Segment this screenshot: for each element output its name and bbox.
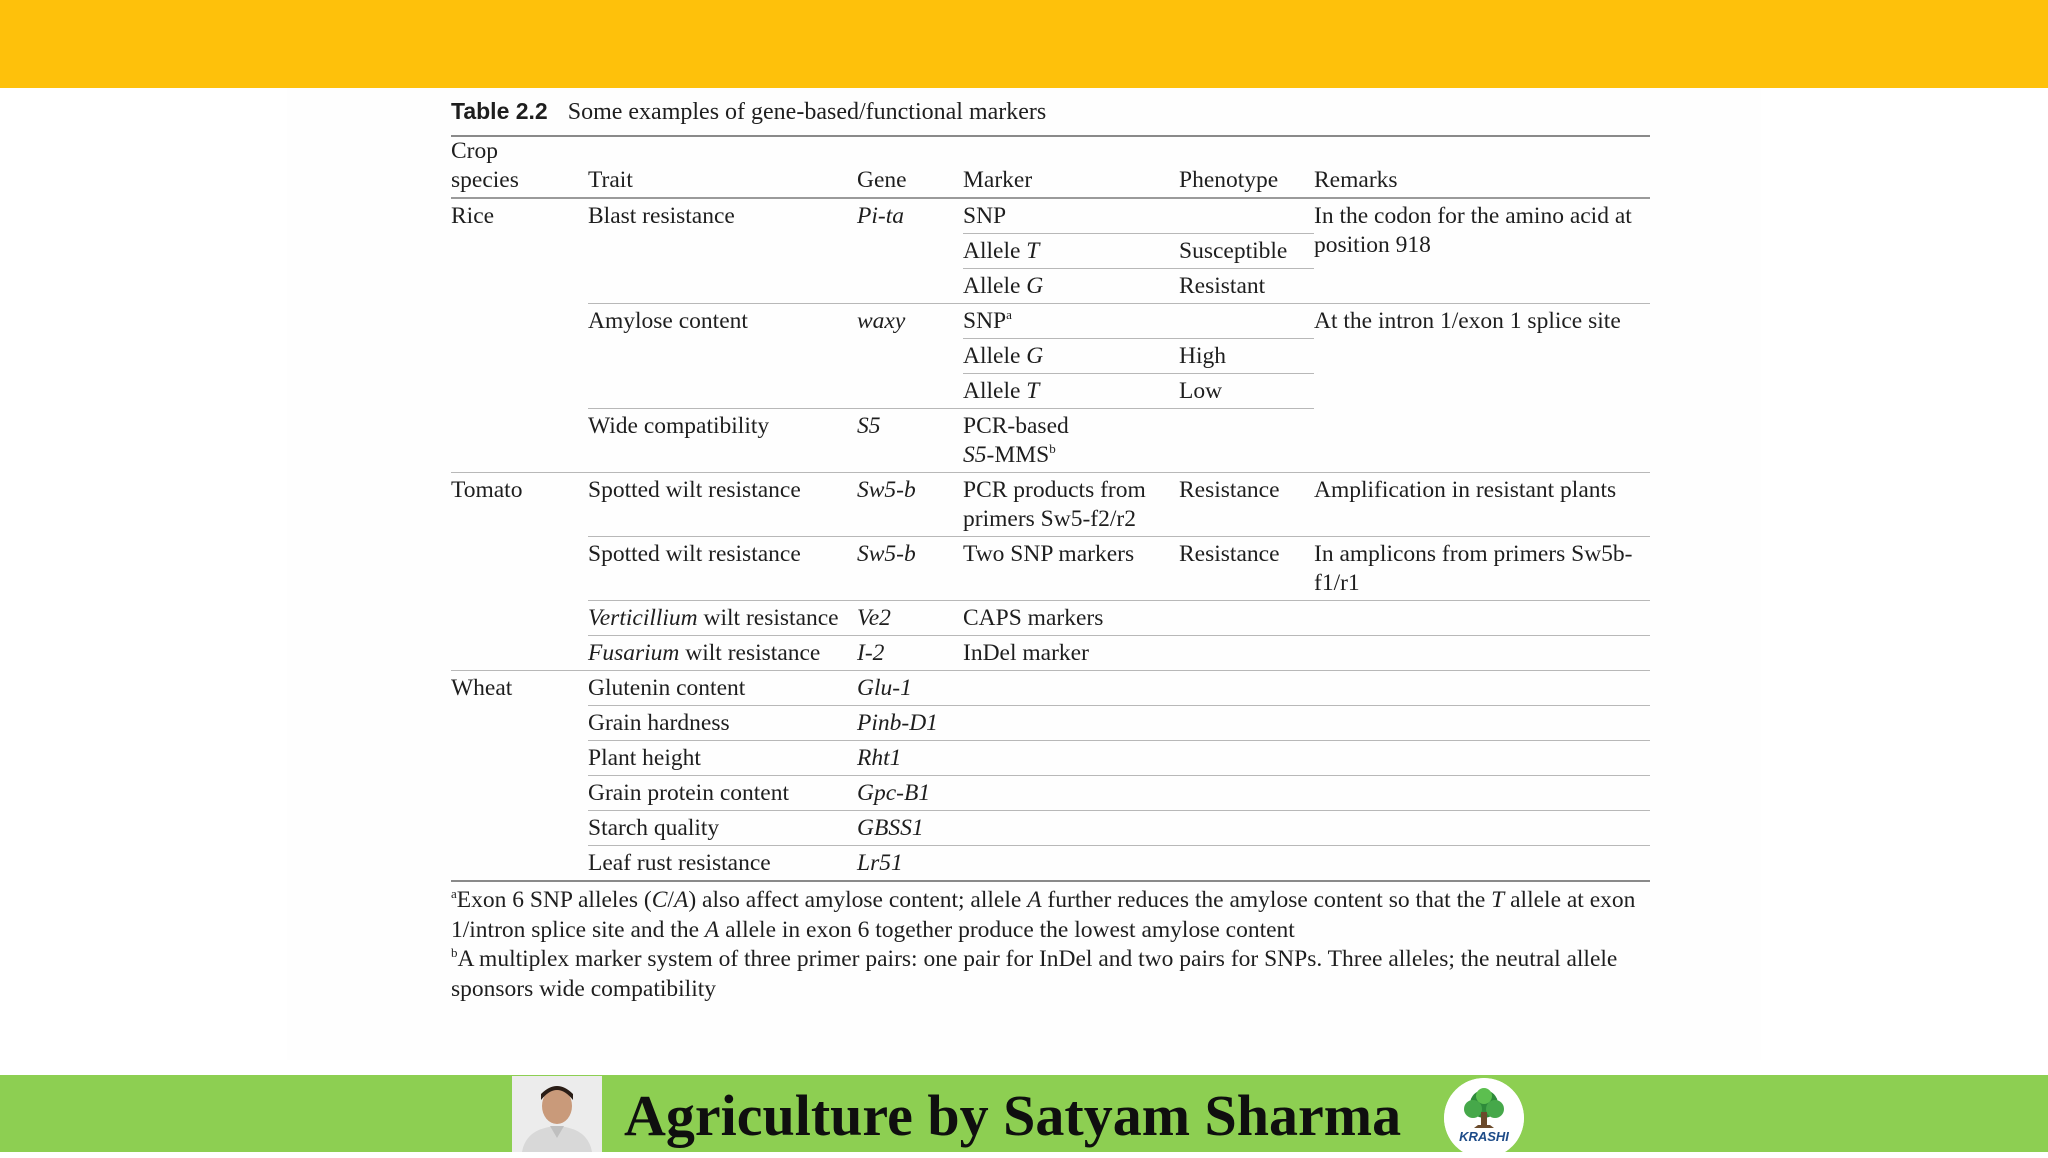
marker-cell: InDel marker [963, 636, 1179, 671]
table-row [451, 671, 1650, 706]
marker-cell: Allele T [963, 374, 1179, 409]
marker-cell: SNP [963, 198, 1179, 234]
header-marker: Marker [963, 137, 1179, 198]
phenotype-cell [1179, 636, 1314, 671]
empty-cells [963, 671, 1650, 706]
trait-cell: Verticillium wilt resistance [588, 601, 857, 636]
marker-cell: Allele T [963, 234, 1179, 269]
empty-cells [963, 811, 1650, 846]
trait-cell: Grain protein content [588, 776, 857, 811]
table-row [451, 473, 1650, 537]
marker-cell: PCR products from primers Sw5-f2/r2 [963, 473, 1179, 537]
table-footnotes [451, 886, 1650, 1004]
marker-cell: Allele G [963, 269, 1179, 304]
remarks-cell: In amplicons from primers Sw5b-f1/r1 [1314, 537, 1650, 601]
marker-cell: Allele G [963, 339, 1179, 374]
table-row [451, 846, 1650, 882]
remarks-cell [1314, 409, 1650, 473]
trait-cell: Wide compatibility [588, 409, 857, 473]
phenotype-cell: High [1179, 339, 1314, 374]
phenotype-cell [1179, 304, 1314, 339]
gene-cell: Rht1 [857, 741, 963, 776]
tree-icon [1444, 1078, 1524, 1158]
top-banner [0, 0, 2048, 88]
gene-cell: Ve2 [857, 601, 963, 636]
header-trait: Trait [588, 137, 857, 198]
gene-cell: Pinb-D1 [857, 706, 963, 741]
phenotype-cell: Resistance [1179, 473, 1314, 537]
empty-cells [963, 741, 1650, 776]
header-remarks: Remarks [1314, 137, 1650, 198]
phenotype-cell: Resistant [1179, 269, 1314, 304]
phenotype-cell [1179, 601, 1314, 636]
footnote-a: $^a$Exon 6 SNP alleles (C/A) also affect amylose content; allele A further reduces the amylose content so that the T allele at exon 1/intron splice site and the A allele in exon 6 together produce the lowest amylose content [451, 886, 1636, 943]
empty-cells [963, 706, 1650, 741]
table-caption-text: Some examples of gene-based/functional markers [567, 99, 1047, 125]
remarks-cell [1314, 601, 1650, 636]
marker-cell: SNP$^a$ [963, 304, 1179, 339]
marker-cell: PCR-based S5-MMS$^b$ [963, 409, 1179, 473]
gene-cell: Pi-ta [857, 198, 963, 304]
remarks-cell [1314, 636, 1650, 671]
header-gene: Gene [857, 137, 963, 198]
table-row [451, 537, 1650, 601]
trait-cell: Plant height [588, 741, 857, 776]
trait-cell: Blast resistance [588, 198, 857, 304]
phenotype-cell: Susceptible [1179, 234, 1314, 269]
table-row [451, 198, 1650, 234]
trait-cell: Spotted wilt resistance [588, 473, 857, 537]
header-crop-species [451, 137, 588, 198]
markers-table [451, 137, 1650, 882]
table-row [451, 636, 1650, 671]
table-row [451, 776, 1650, 811]
phenotype-cell: Resistance [1179, 537, 1314, 601]
phenotype-cell: Low [1179, 374, 1314, 409]
table-document [451, 92, 1650, 1004]
gene-cell: Lr51 [857, 846, 963, 882]
gene-cell: Gpc-B1 [857, 776, 963, 811]
header-phenotype: Phenotype [1179, 137, 1314, 198]
gene-cell: Sw5-b [857, 473, 963, 537]
table-header-row [451, 137, 1650, 198]
table-caption [451, 92, 1650, 130]
remarks-cell: Amplification in resistant plants [1314, 473, 1650, 537]
phenotype-cell [1179, 198, 1314, 234]
gene-cell: GBSS1 [857, 811, 963, 846]
crop-cell-wheat: Wheat [451, 671, 588, 882]
crop-cell-tomato: Tomato [451, 473, 588, 671]
table-row [451, 601, 1650, 636]
footnote-b: $^b$A multiplex marker system of three primer pairs: one pair for InDel and two pairs for SNPs. Three alleles; the neutral allele sponsors wide compatibility [451, 945, 1618, 1002]
trait-cell: Leaf rust resistance [588, 846, 857, 882]
trait-cell: Grain hardness [588, 706, 857, 741]
crop-cell-rice: Rice [451, 198, 588, 473]
table-row [451, 304, 1650, 339]
logo-text: KRASHI [1459, 1129, 1509, 1144]
trait-cell: Amylose content [588, 304, 857, 409]
table-row [451, 706, 1650, 741]
krashi-logo [1444, 1078, 1524, 1158]
brand-title: Agriculture by Satyam Sharma [624, 1083, 1402, 1148]
gene-cell: waxy [857, 304, 963, 409]
gene-cell: Glu-1 [857, 671, 963, 706]
gene-cell: I-2 [857, 636, 963, 671]
remarks-cell: In the codon for the amino acid at position 918 [1314, 198, 1650, 304]
trait-cell: Starch quality [588, 811, 857, 846]
empty-cells [963, 846, 1650, 882]
table-row [451, 741, 1650, 776]
table-row [451, 811, 1650, 846]
trait-cell: Spotted wilt resistance [588, 537, 857, 601]
table-caption-label: Table 2.2 [451, 98, 548, 124]
gene-cell: Sw5-b [857, 537, 963, 601]
phenotype-cell [1179, 409, 1314, 473]
gene-cell: S5 [857, 409, 963, 473]
trait-cell: Glutenin content [588, 671, 857, 706]
empty-cells [963, 776, 1650, 811]
trait-cell: Fusarium wilt resistance [588, 636, 857, 671]
header-crop-line2: species [451, 167, 519, 193]
remarks-cell: At the intron 1/exon 1 splice site [1314, 308, 1621, 334]
header-crop-line1: Crop [451, 138, 498, 164]
marker-cell: Two SNP markers [963, 537, 1179, 601]
author-avatar [512, 1076, 602, 1152]
marker-cell: CAPS markers [963, 601, 1179, 636]
